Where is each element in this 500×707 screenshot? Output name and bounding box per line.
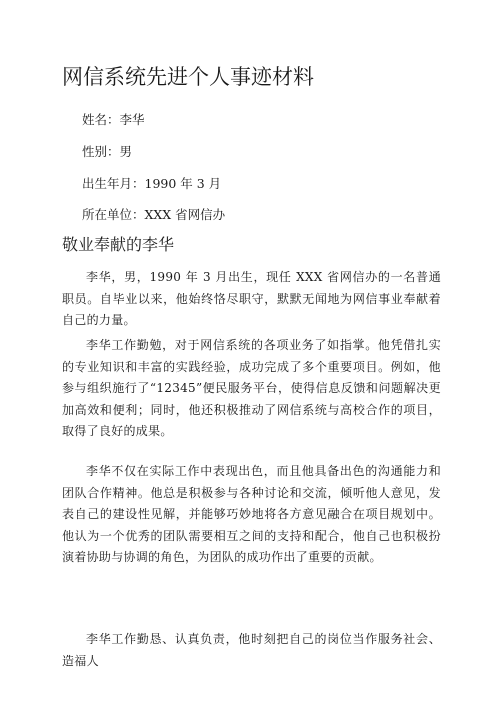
document-title: 网信系统先进个人事迹材料 <box>62 65 314 89</box>
paragraph-intro: 李华，男，1990 年 3 月出生，现任 XXX 省网信办的一名普通职员。自毕业以来，他始终恪尽职守，默默无闻地为网信事业奉献着自己的力量。 <box>62 270 441 328</box>
work-unit-field: 所在单位：XXX 省网信办 <box>82 207 226 222</box>
section-title: 敬业奉献的李华 <box>62 235 175 254</box>
paragraph-teamwork: 李华不仅在实际工作中表现出色，而且他具备出色的沟通能力和团队合作精神。他总是积极参与各种讨论和交流，倾听他人意见，发表自己的建设性见解，并能够巧妙地将各方意见融合在项目规划中。他认为一个优秀的团队需要相互之间的支持和配合，他自己也积极扮演着协助与协调的角色，为团队的成功作出了重要的贡献。 <box>62 464 441 565</box>
birth-date-field: 出生年月：1990 年 3 月 <box>82 176 222 191</box>
name-field: 姓名：李华 <box>82 112 145 127</box>
paragraph-achievements: 李华工作勤勉，对于网信系统的各项业务了如指掌。他凭借扎实的专业知识和丰富的实践经验，成功完成了多个重要项目。例如，他参与组织施行了“12345”便民服务平台，使得信息反馈和问题解决更加高效和便利；同时，他还积极推动了网信系统与高校合作的项目，取得了良好的成果。 <box>62 338 441 439</box>
paragraph-dedication: 李华工作勤恳、认真负责，他时刻把自己的岗位当作服务社会、造福人 <box>62 632 441 668</box>
gender-field: 性别：男 <box>82 144 133 159</box>
